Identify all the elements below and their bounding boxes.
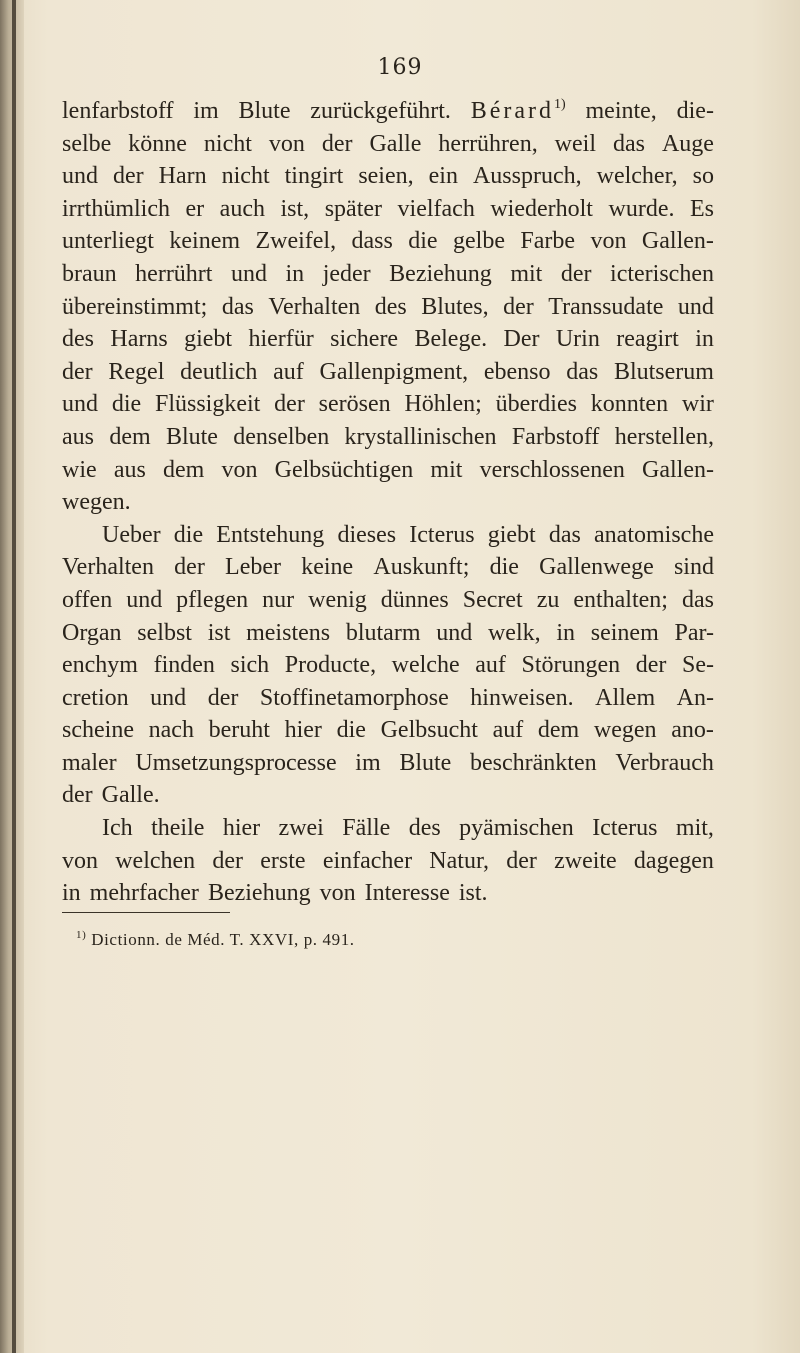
footnote-text: Dictionn. de Méd. T. XXVI, p. 491. (91, 930, 355, 949)
word: der (560, 260, 592, 287)
paragraph (62, 95, 714, 519)
word: Störungen (521, 652, 621, 679)
word: könne (128, 130, 187, 157)
word: serösen (318, 391, 391, 418)
word: in (285, 260, 305, 287)
word: ano- (671, 717, 714, 744)
word: und (62, 163, 98, 190)
word: mit, (675, 815, 714, 842)
word: Entstehung (216, 521, 325, 548)
word: dem (109, 423, 151, 450)
word: und (230, 260, 267, 287)
text-line (62, 421, 714, 454)
word: Transsudate (548, 293, 664, 320)
word: zurückgeführt. (310, 98, 451, 124)
word: Blute (165, 423, 218, 450)
word: von (590, 228, 627, 255)
page-number: 169 (377, 55, 423, 80)
text-line (62, 845, 714, 878)
text-line (62, 779, 714, 812)
word: ebenso (483, 358, 551, 385)
word: vielfach (397, 195, 475, 222)
word: zwei (278, 815, 324, 842)
word: später (324, 195, 383, 222)
word: von (268, 130, 305, 157)
word: dünnes (380, 586, 449, 613)
word: An- (676, 684, 714, 711)
word: in (62, 880, 81, 907)
word: keine (301, 554, 354, 581)
paragraph (62, 812, 714, 910)
word: die (111, 391, 142, 418)
word: ein (428, 163, 458, 190)
word: das (548, 521, 581, 548)
word: die (489, 554, 519, 581)
word: krystallinischen (344, 423, 497, 450)
word: lenfarbstoff (62, 98, 174, 124)
word: Blute (238, 98, 291, 124)
word: Umsetzungsprocesse (135, 749, 337, 776)
word: und (677, 293, 714, 320)
word: das (566, 358, 599, 385)
text-line (62, 388, 714, 421)
word: der (506, 847, 537, 874)
footnote (76, 930, 355, 950)
word: denselben (233, 423, 330, 450)
author-name: Bérard (470, 98, 555, 124)
word: ist (207, 619, 231, 646)
word: er (185, 195, 205, 222)
word: icterischen (610, 260, 714, 287)
word: in (695, 326, 714, 353)
word: übereinstimmt; (62, 293, 208, 320)
word: ist, (280, 195, 310, 222)
word: welcher, (596, 163, 678, 190)
word: nach (148, 717, 194, 744)
word: Flüssigkeit (154, 391, 261, 418)
word: zweite (554, 847, 617, 874)
text-line (62, 747, 714, 780)
word: erste (260, 847, 306, 874)
word: Stoffinetamorphose (259, 684, 449, 711)
word: unterliegt (62, 228, 154, 255)
text-line (62, 486, 714, 519)
word: Icterus (409, 521, 475, 548)
word: dieses (337, 521, 397, 548)
word: wiederholt (490, 195, 593, 222)
text-line (62, 812, 714, 845)
word: der (62, 782, 93, 809)
word: Ueber (102, 521, 161, 548)
word: und (150, 684, 187, 711)
word: von (62, 847, 98, 874)
word: pyämischen (459, 815, 574, 842)
word: maler (62, 749, 117, 776)
text-line (62, 877, 714, 910)
word: Harn (158, 163, 207, 190)
text-line (62, 225, 714, 258)
word: mehrfacher (89, 880, 199, 907)
word: dem (162, 456, 205, 483)
word: seinem (590, 619, 659, 646)
word: die (408, 228, 438, 255)
word: der (212, 847, 244, 874)
word: und (62, 391, 98, 418)
word: von (221, 456, 258, 483)
word: sichere (330, 326, 399, 353)
word: Par- (674, 619, 714, 646)
word: selbst (137, 619, 192, 646)
word: meinte, (585, 98, 657, 124)
word: Blutserum (613, 358, 714, 385)
word: nicht (203, 130, 252, 157)
word: beruht (208, 717, 270, 744)
word: wurde. (608, 195, 675, 222)
text-line (62, 128, 714, 161)
word: Blutes, (421, 293, 489, 320)
text-line (62, 95, 714, 128)
word: theile (151, 815, 205, 842)
word: Allem (595, 684, 656, 711)
word: Regel (108, 358, 165, 385)
word: das (221, 293, 254, 320)
word: weil (554, 130, 596, 157)
word: welk, (487, 619, 541, 646)
word: Gelbsucht (380, 717, 478, 744)
word: hierfür (248, 326, 314, 353)
text-line (62, 323, 714, 356)
text-line (62, 356, 714, 389)
word: auf (273, 358, 304, 385)
word: Verhalten (268, 293, 361, 320)
word: Zweifel, (255, 228, 337, 255)
footnote-reference: 1) (554, 97, 566, 112)
text-line (62, 682, 714, 715)
word: nur (262, 586, 295, 613)
text-line (62, 649, 714, 682)
word: Harns (110, 326, 168, 353)
word: Farbe (520, 228, 576, 255)
word: Natur, (429, 847, 489, 874)
word: herrühren, (438, 130, 538, 157)
word: Gallenwege (539, 554, 654, 581)
word: gelbe (453, 228, 505, 255)
word: keinem (169, 228, 241, 255)
word: des (62, 326, 94, 353)
word: Farbstoff (511, 423, 600, 450)
word: hier (222, 815, 261, 842)
word: Gallenpigment, (319, 358, 469, 385)
word: Verbrauch (615, 749, 714, 776)
word: jeder (322, 260, 371, 287)
word: Leber (225, 554, 281, 581)
word: Interesse (364, 880, 450, 907)
word: seien, (358, 163, 414, 190)
word: wenig (308, 586, 367, 613)
word: Beziehung (389, 260, 492, 287)
word: aus (113, 456, 146, 483)
word: einfacher (322, 847, 413, 874)
word: die- (676, 98, 714, 124)
word: so (692, 163, 714, 190)
word: Urin (555, 326, 600, 353)
word: scheine (62, 717, 134, 744)
word: hinweisen. (470, 684, 574, 711)
footnote-separator (62, 912, 230, 913)
word: auch (219, 195, 265, 222)
word: welchen (115, 847, 196, 874)
word: herstellen, (614, 423, 714, 450)
word: die (336, 717, 366, 744)
word: Ich (102, 815, 133, 842)
word: dagegen (633, 847, 714, 874)
word: in (556, 619, 576, 646)
word: der (207, 684, 239, 711)
text-line (62, 291, 714, 324)
text-line (62, 258, 714, 291)
text-line (62, 193, 714, 226)
word: Galle (369, 130, 422, 157)
word: hier (284, 717, 322, 744)
word: giebt (487, 521, 536, 548)
word: braun (62, 260, 117, 287)
word: dem (537, 717, 580, 744)
word: cretion (62, 684, 129, 711)
word: der (321, 130, 353, 157)
word: Beziehung (207, 880, 311, 907)
word: im (355, 749, 381, 776)
binding-edge (12, 0, 16, 1353)
word: Gelbsüchtigen (274, 456, 414, 483)
word: des (374, 293, 407, 320)
word: anatomische (594, 521, 714, 548)
word: der (274, 391, 305, 418)
word: reagirt (616, 326, 679, 353)
text-line (62, 584, 714, 617)
word: Verhalten (62, 554, 154, 581)
word: Höhlen; (404, 391, 482, 418)
body-text (62, 95, 714, 910)
word: Galle. (101, 782, 160, 809)
text-line (62, 617, 714, 650)
word: die (173, 521, 204, 548)
word: und (126, 586, 163, 613)
word: beschränkten (470, 749, 597, 776)
word: aus (62, 423, 94, 450)
word: im (193, 98, 219, 124)
word: auf (475, 652, 506, 679)
word: Gallen- (641, 228, 714, 255)
word: Organ (62, 619, 122, 646)
text-line (62, 519, 714, 552)
word: wir (681, 391, 714, 418)
word: Auskunft; (373, 554, 470, 581)
word: verschlossenen (479, 456, 625, 483)
word: blutarm (345, 619, 421, 646)
word: Der (503, 326, 540, 353)
word: Se- (681, 652, 714, 679)
word: Auge (661, 130, 714, 157)
word: Gallen- (642, 456, 714, 483)
text-line (62, 454, 714, 487)
word: und (436, 619, 473, 646)
word: enchym (62, 652, 138, 679)
word: herrührt (135, 260, 213, 287)
word: wegen. (62, 489, 131, 516)
word: ist. (458, 880, 488, 907)
word: das (681, 586, 714, 613)
word: Fälle (342, 815, 391, 842)
word: mit (510, 260, 543, 287)
word: dass (351, 228, 393, 255)
word: der (113, 163, 144, 190)
word (471, 95, 566, 128)
word: der (174, 554, 205, 581)
word: der (503, 293, 534, 320)
word: wegen (593, 717, 657, 744)
word: deutlich (180, 358, 258, 385)
text-line (62, 551, 714, 584)
footnote-marker: 1) (76, 929, 87, 941)
word: des (408, 815, 441, 842)
word: der (635, 652, 667, 679)
word: sich (230, 652, 270, 679)
word: tingirt (284, 163, 344, 190)
word: welche (391, 652, 460, 679)
word: selbe (62, 130, 112, 157)
text-line (62, 714, 714, 747)
word: giebt (184, 326, 233, 353)
paragraph (62, 519, 714, 812)
word: irrthümlich (62, 195, 170, 222)
word: mit (430, 456, 463, 483)
word: Ausspruch, (472, 163, 582, 190)
word: enthalten; (573, 586, 668, 613)
word: offen (62, 586, 113, 613)
word: Icterus (592, 815, 658, 842)
word: zu (536, 586, 560, 613)
word: Producte, (284, 652, 377, 679)
word: sind (673, 554, 714, 581)
word: das (612, 130, 645, 157)
word: konnten (590, 391, 669, 418)
text-line (62, 160, 714, 193)
word: Blute (399, 749, 452, 776)
word: Es (690, 195, 714, 222)
word: überdies (495, 391, 577, 418)
word: der (62, 358, 93, 385)
word: nicht (221, 163, 270, 190)
word: pflegen (176, 586, 249, 613)
word: finden (153, 652, 215, 679)
word: von (319, 880, 356, 907)
word: Secret (462, 586, 523, 613)
word: Belege. (414, 326, 488, 353)
word: meistens (246, 619, 331, 646)
word: wie (62, 456, 97, 483)
word: auf (492, 717, 524, 744)
